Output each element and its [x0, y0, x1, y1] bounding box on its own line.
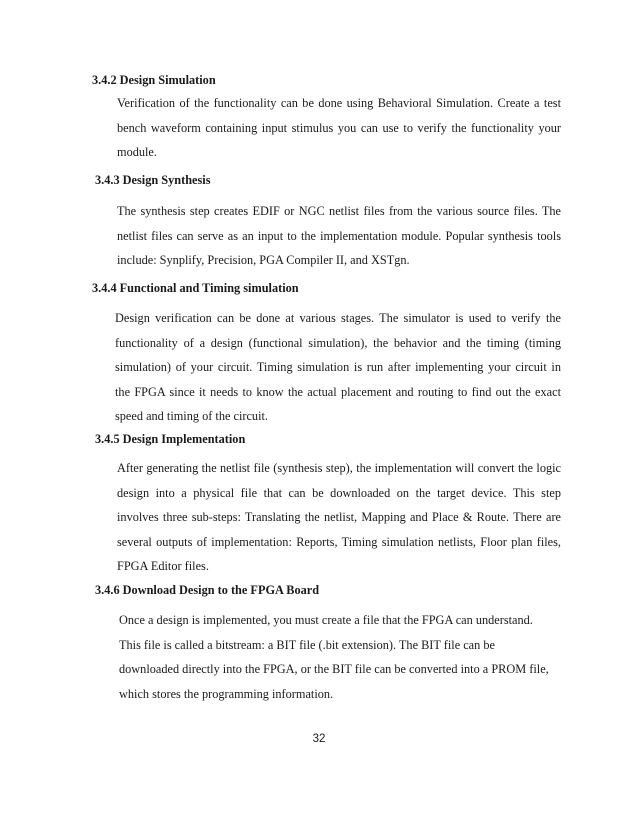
section-heading-3-4-3: 3.4.3 Design Synthesis — [95, 173, 211, 187]
section-body-3-4-3 — [117, 199, 561, 273]
body-line: functionality of a design (functional simulation), the behavior and the timing (timing — [115, 335, 561, 350]
body-line: several outputs of implementation: Reports, Timing simulation netlists, Floor plan files, — [117, 534, 561, 549]
body-line: Design verification can be done at various stages. The simulator is used to verify the — [115, 311, 561, 325]
body-line: which stores the programming information. — [119, 686, 334, 701]
body-line: netlist files can serve as an input to the implementation module. Popular synthesis tools — [117, 228, 561, 243]
section-body-3-4-5 — [117, 456, 561, 579]
body-line: involves three sub-steps: Translating the netlist, Mapping and Place & Route. There are — [117, 510, 561, 525]
body-line: speed and timing of the circuit. — [115, 409, 268, 424]
body-line: Once a design is implemented, you must create a file that the FPGA can understand. — [119, 613, 533, 627]
body-line: This file is called a bitstream: a BIT file (.bit extension). The BIT file can be — [119, 637, 495, 652]
body-line: module. — [117, 145, 157, 160]
section-heading-3-4-2: 3.4.2 Design Simulation — [92, 73, 216, 87]
section-body-3-4-2 — [117, 91, 561, 165]
section-heading-3-4-5: 3.4.5 Design Implementation — [95, 432, 246, 446]
body-line: FPGA Editor files. — [117, 559, 209, 574]
page-number: 32 — [312, 733, 326, 745]
section-heading-3-4-4: 3.4.4 Functional and Timing simulation — [92, 281, 299, 295]
body-line: design into a physical file that can be downloaded on the target device. This step — [117, 485, 561, 500]
body-line: downloaded directly into the FPGA, or the BIT file can be converted into a PROM file, — [119, 662, 549, 677]
body-line: The synthesis step creates EDIF or NGC netlist files from the various source files. The — [117, 204, 561, 218]
body-line: simulation) of your circuit. Timing simulation is run after implementing your circuit in — [115, 360, 561, 375]
body-line: include: Synplify, Precision, PGA Compiler II, and XSTgn. — [117, 253, 410, 268]
body-line: the FPGA since it needs to know the actual placement and routing to find out the exact — [115, 384, 561, 399]
section-body-3-4-4 — [115, 306, 561, 429]
body-line: bench waveform containing input stimulus you can use to verify the functionality your — [117, 120, 561, 135]
body-line: After generating the netlist file (synthesis step), the implementation will convert the logic — [117, 461, 561, 475]
body-line: Verification of the functionality can be done using Behavioral Simulation. Create a test — [117, 96, 561, 110]
section-body-3-4-6 — [119, 608, 561, 706]
section-heading-3-4-6: 3.4.6 Download Design to the FPGA Board — [95, 583, 320, 597]
